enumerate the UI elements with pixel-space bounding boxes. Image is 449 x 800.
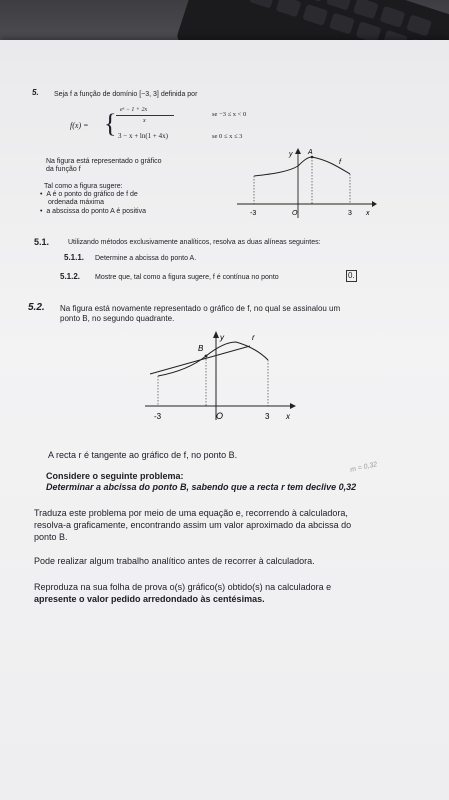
g2-x-arrow [290,403,296,409]
g1-point-a [311,156,314,159]
g2-b-label: B [198,344,204,353]
q52-line1: Na figura está novamente representado o gráfico de f, no qual se assinalou um [60,304,341,313]
q512-text: Mostre que, tal como a figura sugere, f é contínua no ponto [95,274,279,281]
q51-number: 5.1. [34,237,50,247]
fraction-bar [116,115,174,116]
g2-curve [158,342,268,376]
g1-plus3: 3 [348,210,352,217]
bullet1-a: A é o ponto do gráfico de f de [46,191,138,198]
q52-number: 5.2. [28,302,45,313]
g1-x-arrow [372,201,377,207]
para1-line3: ponto B. [34,532,68,542]
fx-lhs: f(x) = [70,121,89,130]
para1-line1: Traduza este problema por meio de uma equação e, recorrendo à calculadora, [34,508,348,518]
g1-y-label: y [289,151,293,158]
g1-curve [254,157,350,176]
handwritten-note: m = 0,32 [349,461,378,474]
g2-plus3: 3 [265,412,270,421]
para3-line2: apresente o valor pedido arredondado às centésimas. [34,594,265,604]
g1-x-label: x [366,210,370,217]
g2-r-label: r [252,333,255,342]
piece1-numerator: eˣ − 1 + 2x [120,107,148,113]
q511-text: Determine a abcissa do ponto A. [95,255,197,262]
brace: { [104,109,117,138]
q511-number: 5.1.1. [64,253,85,262]
piece1-denominator: x [143,118,146,124]
g2-x-label: x [286,412,290,421]
problem-text: Determinar a abcissa do ponto B, sabendo que a recta r tem declive 0,32 [46,482,357,492]
para1-line2: resolva-a graficamente, encontrando assim um valor aproximado da abcissa do [34,520,352,530]
g2-point-b [205,355,208,358]
consider-text: Considere o seguinte problema: [46,471,184,481]
q5-number: 5. [32,88,39,97]
fig-text-2: da função f [46,166,81,173]
graph-1 [232,148,377,220]
piece2-condition: se 0 ≤ x ≤ 3 [212,133,243,140]
bullet2: • a abscissa do ponto A é positiva [40,208,146,215]
piece2: 3 − x + ln(1 + 4x) [118,132,168,140]
bullet1-b: ordenada máxima [48,199,105,206]
g2-y-label: y [220,333,224,342]
g2-origin: O [216,411,224,421]
q512-number: 5.1.2. [60,272,81,281]
graph-2 [140,330,300,422]
g1-a-label: A [308,149,313,156]
q52-line2: ponto B, no segundo quadrante. [60,314,175,323]
exam-paper [0,40,449,800]
piece1-condition: se −3 ≤ x < 0 [212,111,247,118]
g2-y-arrow [213,331,219,338]
q512-box: 0. [348,271,355,280]
tangent-text: A recta r é tangente ao gráfico de f, no ponto B. [48,450,238,460]
g1-f-label: f [339,159,341,166]
bullet2-text: a abscissa do ponto A é positiva [46,208,146,215]
bullet1: • A é o ponto do gráfico de f de [40,191,138,198]
g1-minus3: -3 [250,210,257,217]
q51-text: Utilizando métodos exclusivamente analíticos, resolva as duas alíneas seguintes: [68,239,321,246]
g1-origin: O [292,210,298,217]
g2-minus3: -3 [154,412,162,421]
para3-line1: Reproduza na sua folha de prova o(s) gráfico(s) obtido(s) na calculadora e [34,582,332,592]
suggest: Tal como a figura sugere: [44,183,123,190]
fig-text-1: Na figura está representado o gráfico [46,158,162,165]
q5-intro: Seja f a função de domínio [−3, 3] definida por [54,91,198,98]
para2: Pode realizar algum trabalho analítico antes de recorrer à calculadora. [34,556,315,566]
g1-y-arrow [295,148,301,154]
